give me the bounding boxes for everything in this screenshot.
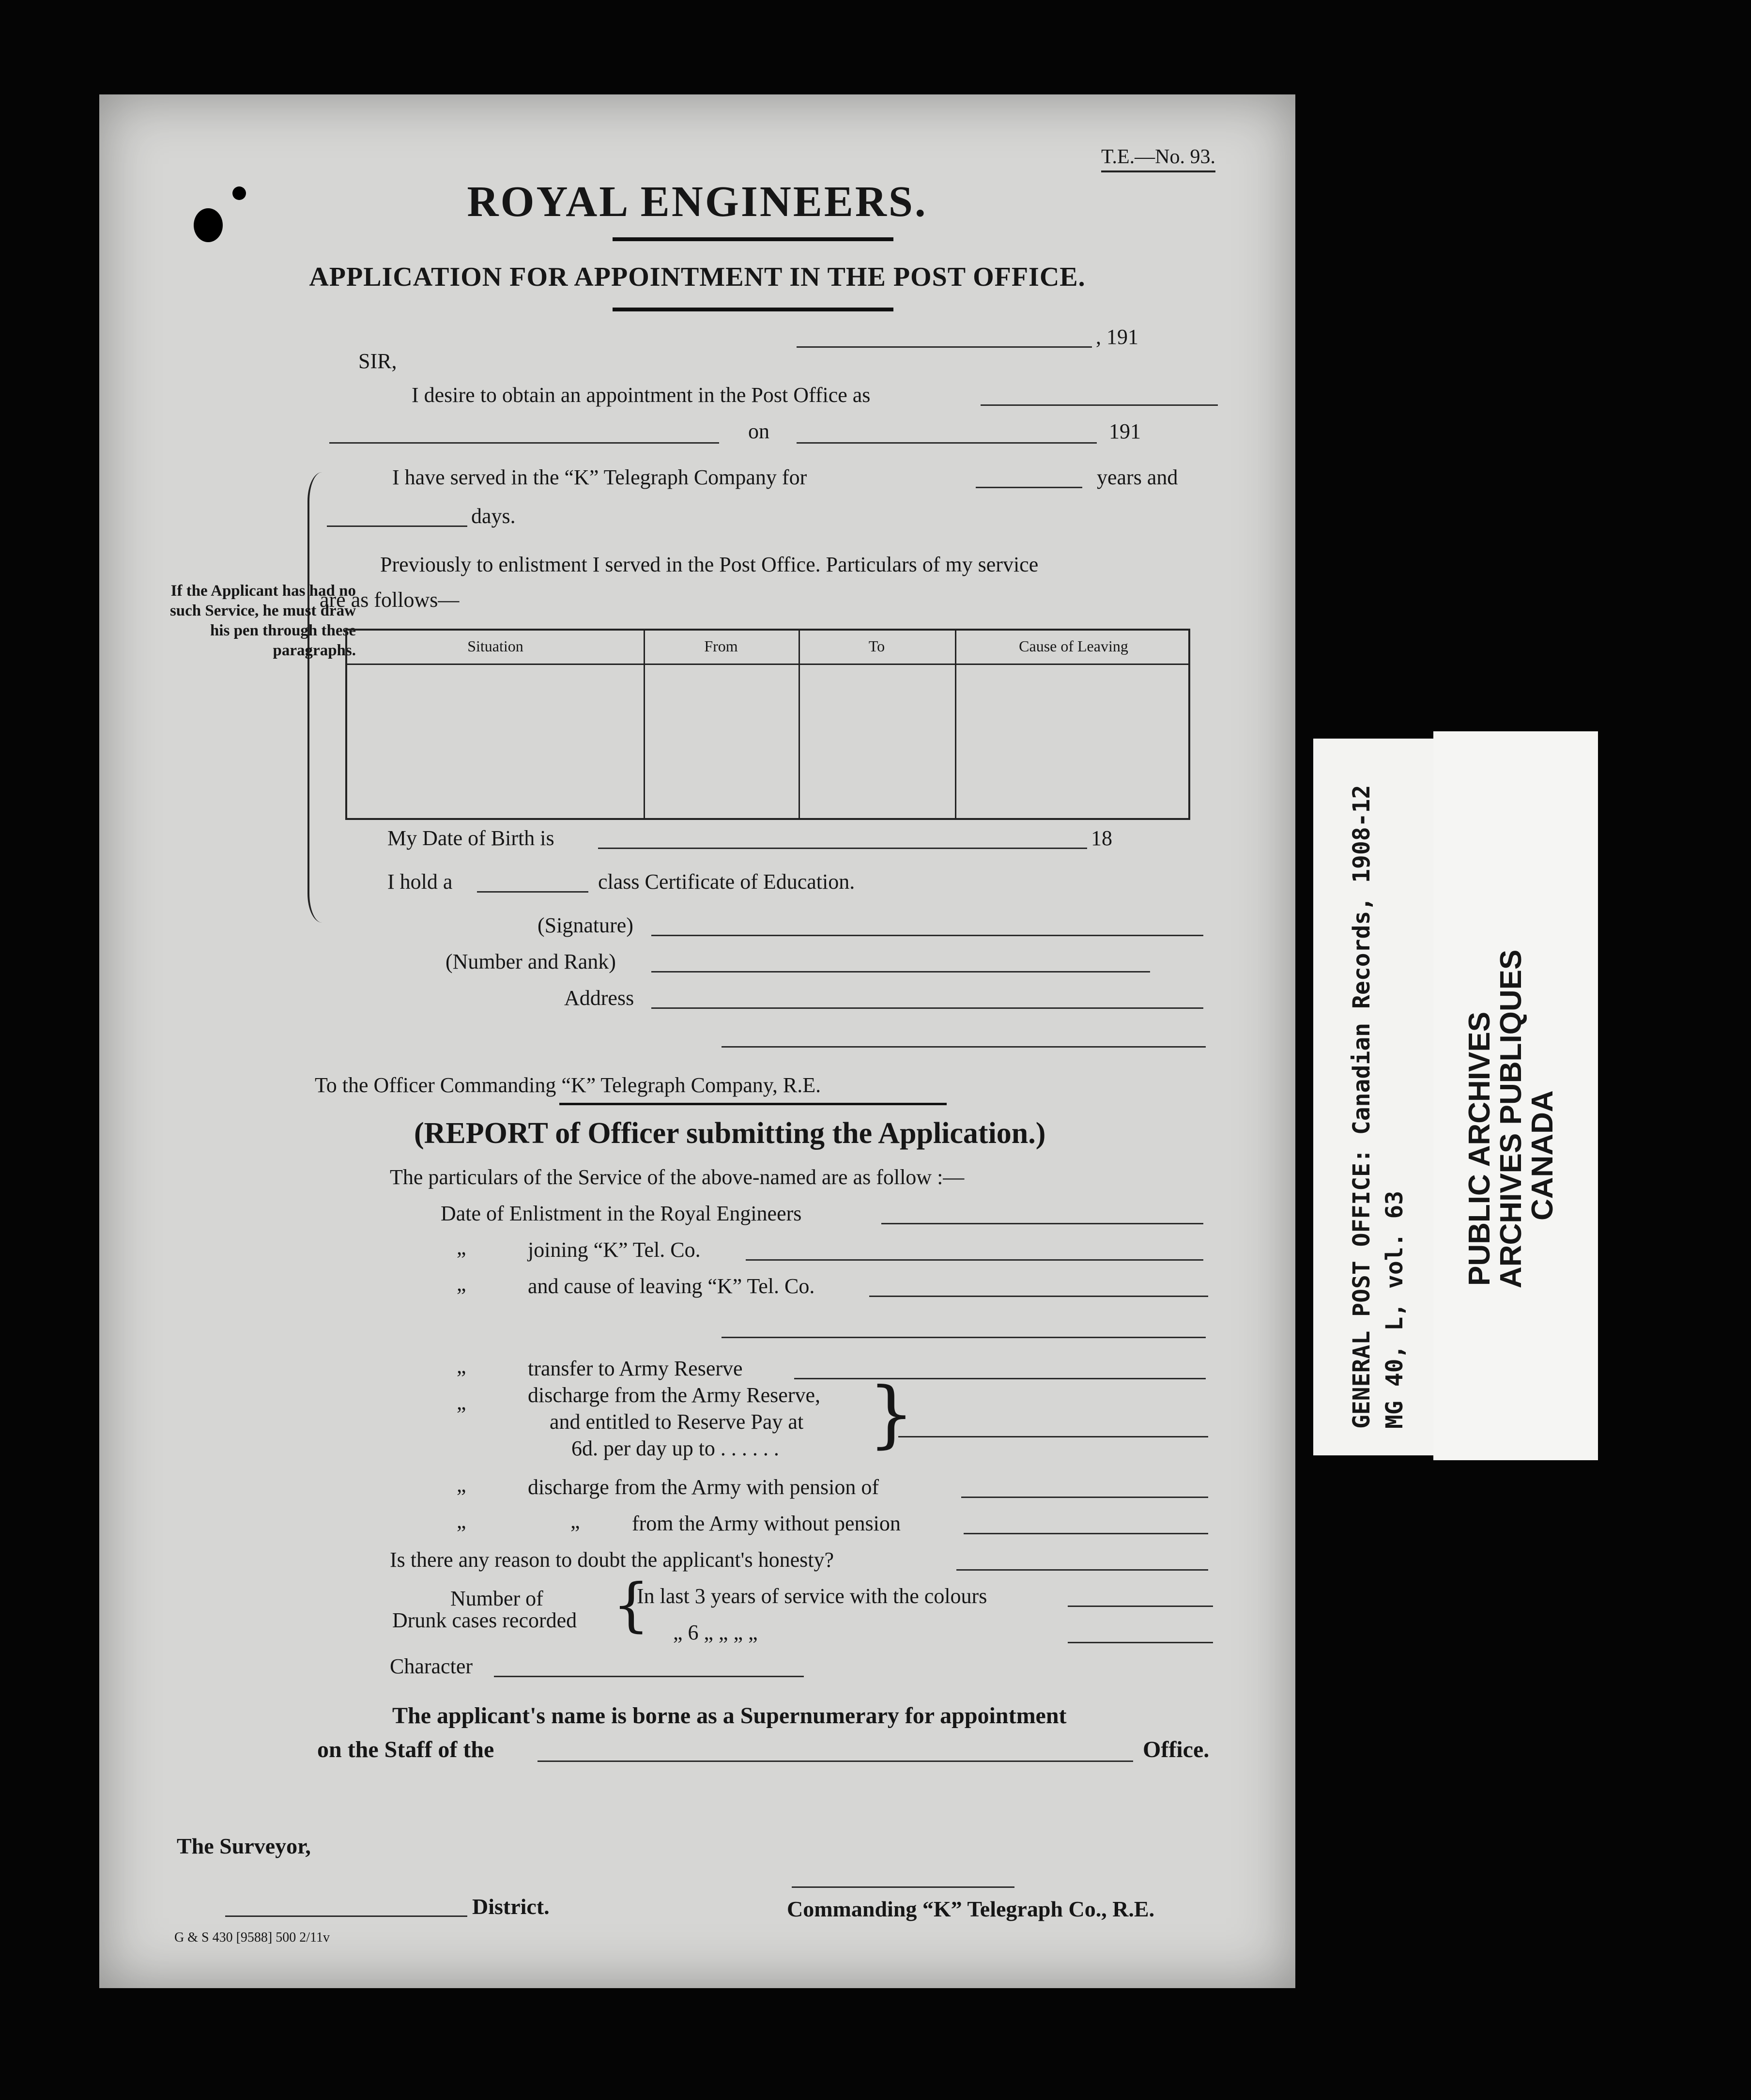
date-enlistment-field[interactable]: [881, 1223, 1203, 1224]
on-label: on: [748, 419, 769, 443]
ditto-mark: „: [457, 1235, 466, 1259]
form-page: [99, 94, 1295, 1988]
form-reference: T.E.—No. 93.: [1101, 145, 1215, 172]
margin-bracket: [307, 472, 324, 923]
transfer-field[interactable]: [794, 1378, 1206, 1379]
cause-leaving-field-2[interactable]: [722, 1337, 1206, 1338]
discharge-reserve-line-1: discharge from the Army Reserve,: [528, 1383, 821, 1407]
ditto-mark: „: [457, 1354, 466, 1378]
salutation: SIR,: [358, 349, 397, 373]
archive-label-2: [1433, 731, 1598, 1460]
date-field[interactable]: [797, 346, 1092, 348]
last-3-years-label: In last 3 years of service with the colours: [637, 1584, 987, 1608]
officer-rule: [559, 1103, 947, 1105]
para-previously: Previously to enlistment I served in the Post Office. Particulars of my service: [380, 553, 1039, 576]
commanding-signature-field[interactable]: [792, 1886, 1014, 1888]
subtitle: APPLICATION FOR APPOINTMENT IN THE POST OFFICE.: [309, 262, 1086, 292]
table-header-separator: [347, 664, 1188, 665]
ditto-mark: „: [457, 1272, 466, 1296]
address-field-1[interactable]: [651, 1007, 1203, 1009]
last-6-years-label: „ 6 „ „ „ „: [673, 1621, 758, 1644]
discharge-pension-label: discharge from the Army with pension of: [528, 1475, 879, 1499]
archive-label-2-line-2: ARCHIVES PUBLIQUES: [1494, 949, 1528, 1288]
ditto-mark: „: [457, 1473, 466, 1497]
ditto-mark: „: [570, 1509, 580, 1533]
table-header-situation: Situation: [467, 637, 523, 655]
years-and: years and: [1097, 465, 1178, 489]
table-col-divider: [955, 631, 956, 818]
table-col-divider: [644, 631, 645, 818]
surveyor-label: The Surveyor,: [177, 1834, 311, 1858]
subtitle-rule: [613, 308, 893, 311]
table-col-divider: [799, 631, 800, 818]
print-code: G & S 430 [9588] 500 2/11v: [174, 1930, 330, 1945]
honesty-label: Is there any reason to doubt the applicant's honesty?: [390, 1548, 834, 1572]
archive-label-1-line-1: GENERAL POST OFFICE: Canadian Records, 1908-12: [1348, 785, 1375, 1429]
table-header-to: To: [868, 637, 885, 655]
are-as-follows: are as follows—: [320, 588, 460, 612]
archive-label-2-line-3: CANADA: [1526, 1090, 1559, 1220]
cause-leaving-label: and cause of leaving “K” Tel. Co.: [528, 1274, 815, 1298]
appointment-date-field[interactable]: [797, 442, 1097, 444]
without-pension-label: from the Army without pension: [632, 1512, 901, 1535]
days-label: days.: [471, 504, 516, 528]
ditto-mark: „: [457, 1509, 466, 1533]
date-enlistment-label: Date of Enlistment in the Royal Engineers: [441, 1202, 802, 1225]
drunk-label-2: Drunk cases recorded: [392, 1608, 577, 1632]
date-of-birth-field[interactable]: [598, 848, 1087, 849]
years-field[interactable]: [976, 487, 1082, 488]
drunk-label-1: Number of: [450, 1587, 543, 1610]
certificate-label: class Certificate of Education.: [598, 870, 855, 894]
transfer-label: transfer to Army Reserve: [528, 1357, 743, 1380]
commanding-label: Commanding “K” Telegraph Co., R.E.: [787, 1897, 1155, 1921]
office-label: Office.: [1143, 1737, 1210, 1762]
address-field-2[interactable]: [722, 1046, 1206, 1048]
date-year: , 191: [1096, 325, 1138, 349]
appointment-as-field[interactable]: [981, 404, 1218, 406]
signature-label: (Signature): [538, 913, 633, 937]
number-rank-label: (Number and Rank): [445, 950, 616, 973]
discharge-pension-field[interactable]: [961, 1497, 1208, 1498]
last-3-years-field[interactable]: [1068, 1606, 1213, 1607]
signature-field[interactable]: [651, 935, 1203, 936]
cause-leaving-field[interactable]: [869, 1296, 1208, 1297]
joining-label: joining “K” Tel. Co.: [528, 1238, 701, 1262]
margin-note: If the Applicant has had no such Service, he must draw his pen through these paragraphs.: [169, 582, 356, 659]
number-rank-field[interactable]: [651, 971, 1150, 973]
character-field[interactable]: [494, 1676, 804, 1677]
character-label: Character: [390, 1654, 473, 1678]
address-label: Address: [564, 986, 634, 1010]
date-of-birth-label: My Date of Birth is: [387, 826, 554, 850]
discharge-reserve-line-2: and entitled to Reserve Pay at: [550, 1410, 804, 1434]
archive-label-1-line-2: MG 40, L, vol. 63: [1381, 1190, 1408, 1429]
report-intro: The particulars of the Service of the above-named are as follow :—: [390, 1165, 965, 1189]
joining-field[interactable]: [746, 1259, 1203, 1261]
certificate-class-field[interactable]: [477, 891, 588, 893]
ditto-mark: „: [457, 1390, 466, 1414]
district-field[interactable]: [225, 1915, 467, 1917]
title-rule: [613, 237, 893, 241]
last-6-years-field[interactable]: [1068, 1642, 1213, 1643]
archive-label-2-line-1: PUBLIC ARCHIVES: [1463, 1011, 1496, 1286]
report-title: (REPORT of Officer submitting the Application.): [414, 1117, 1046, 1150]
days-field[interactable]: [327, 525, 467, 527]
honesty-field[interactable]: [956, 1569, 1208, 1571]
brace: {: [613, 1572, 650, 1639]
service-table: [345, 629, 1190, 820]
appointment-position-field[interactable]: [329, 442, 719, 444]
supernumerary-line-1: The applicant's name is borne as a Supernumerary for appointment: [392, 1703, 1067, 1729]
i-hold-a: I hold a: [387, 870, 453, 894]
main-title: ROYAL ENGINEERS.: [467, 178, 928, 226]
without-pension-field[interactable]: [964, 1533, 1208, 1534]
archive-label-1: [1313, 739, 1444, 1455]
table-header-from: From: [704, 637, 738, 655]
para-served: I have served in the “K” Telegraph Company for: [392, 465, 807, 489]
brace: }: [868, 1372, 915, 1456]
supernumerary-line-2: on the Staff of the: [317, 1737, 494, 1762]
year-191: 191: [1109, 419, 1141, 443]
year-18: 18: [1091, 826, 1112, 850]
discharge-reserve-field[interactable]: [898, 1436, 1208, 1437]
district-label: District.: [472, 1894, 550, 1919]
table-header-cause: Cause of Leaving: [1019, 637, 1128, 655]
para-appointment: I desire to obtain an appointment in the Post Office as: [412, 383, 871, 407]
staff-office-field[interactable]: [538, 1760, 1133, 1762]
to-officer: To the Officer Commanding “K” Telegraph Company, R.E.: [315, 1073, 821, 1097]
discharge-reserve-line-3: 6d. per day up to . . . . . .: [571, 1436, 779, 1460]
